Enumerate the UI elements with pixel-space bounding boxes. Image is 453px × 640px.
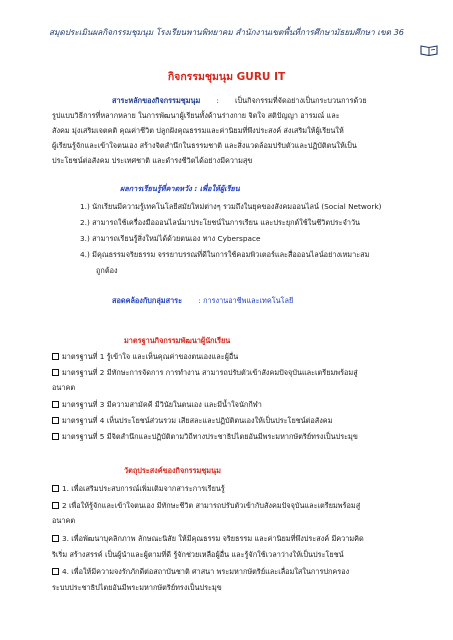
outcome-item-continuation: ถูกต้อง xyxy=(96,266,118,275)
subject-group-line xyxy=(112,294,293,308)
principle-text-2: รูปแบบวิธีการที่หลากหลาย ในการพัฒนาผู้เรียนทั้งด้านร่างกาย จิตใจ สติปัญญา อารมณ์ และ xyxy=(52,111,340,120)
page-header: สมุดประเมินผลกิจกรรมชุมนุม โรงเรียนพานพิทยาคม สำนักงานเขตพื้นที่การศึกษามัธยมศึกษา เขต 36 xyxy=(48,27,405,37)
objective-item: 3. เพื่อพัฒนาบุคลิกภาพ ลักษณะนิสัย ให้มีคุณธรรม จริยธรรม และค่านิยมที่พึงประสงค์ มีความคิด xyxy=(52,532,364,546)
checkbox-icon[interactable] xyxy=(52,353,59,360)
principle-text-1: เป็นกิจกรรมที่จัดอย่างเป็นกระบวนการด้วย xyxy=(235,96,367,105)
outcome-item: 1.) นักเรียนมีความรู้เทคโนโลยีสมัยใหม่ต่างๆ รวมถึงในยุคของสังคมออนไลน์ (Social Network) xyxy=(80,202,382,211)
standards-heading: มาตรฐานกิจกรรมพัฒนาผู้นักเรียน xyxy=(124,336,231,345)
objective-item: 2 เพื่อให้รู้จักและเข้าใจตนเอง มีทักษะชีวิต สามารถปรับตัวเข้ากับสังคมปัจจุบันและเตรียมพร้อมสู่ xyxy=(52,499,360,513)
standard-item: มาตรฐานที่ 3 มีความสามัคคี มีวินัยในตนเอง และมีน้ำใจนักกีฬา xyxy=(52,398,262,412)
checkbox-icon[interactable] xyxy=(52,535,59,542)
standard-item: มาตรฐานที่ 2 มีทักษะการจัดการ การทำงาน สามารถปรับตัวเข้าสังคมปัจจุบันและเตรียมพร้อมสู่ xyxy=(52,366,358,380)
checkbox-icon[interactable] xyxy=(52,369,59,376)
objectives-heading: วัตถุประสงค์ของกิจกรรมชุมนุม xyxy=(124,466,221,475)
subject-group-label: สอดคล้องกับกลุ่มสาระ xyxy=(112,296,183,305)
principle-colon: : xyxy=(216,96,219,105)
standard-item: มาตรฐานที่ 4 เห็นประโยชน์ส่วนรวม เสียสละและปฏิบัติตนเองให้เป็นประโยชน์ต่อสังคม xyxy=(52,414,333,428)
checkbox-icon[interactable] xyxy=(52,502,59,509)
outcome-item: 3.) สามารถเรียนรู้สิ่งใหม่ได้ด้วยตนเอง ทาง Cyberspace xyxy=(80,234,261,243)
standard-item: มาตรฐานที่ 5 มีจิตสำนึกและปฏิบัติตามวิถีทางประชาธิปไตยอันมีพระมหากษัตริย์ทรงเป็นประมุข xyxy=(52,430,358,444)
subject-group-value: : การงานอาชีพและเทคโนโลยี xyxy=(198,296,294,305)
outcomes-heading: ผลการเรียนรู้ที่คาดหวัง : เพื่อให้ผู้เรียน xyxy=(120,184,240,193)
objective-item: 4. เพื่อให้มีความจงรักภักดีต่อสถาบันชาติ ศาสนา พระมหากษัตริย์และเลื่อมใสในการปกครอง xyxy=(52,565,349,579)
checkbox-icon[interactable] xyxy=(52,485,59,492)
standard-item: มาตรฐานที่ 1 รู้เข้าใจ และเห็นคุณค่าของตนเองและผู้อื่น xyxy=(52,350,238,364)
principle-text-4: ผู้เรียนรู้จักและเข้าใจตนเอง สร้างจิตสำนึกในธรรมชาติ และสิ่งแวดล้อมปรับตัวและปฏิบัติตนให้เป็น xyxy=(52,141,357,150)
principle-label: สาระหลักของกิจกรรมชุมนุม xyxy=(112,96,201,105)
objective-item-continuation: ริเริ่ม สร้างสรรค์ เป็นผู้นำและผู้ตามที่ดี รู้จักช่วยเหลือผู้อื่น และรู้จักใช้เวลาว่างให้เป็นประโยชน์ xyxy=(52,550,344,559)
principle-text-5: ประโยชน์ต่อสังคม ประเทศชาติ และดำรงชีวิตได้อย่างมีความสุข xyxy=(52,156,253,165)
objective-item-continuation: ระบบประชาธิปไตยอันมีพระมหากษัตริย์ทรงเป็นประมุข xyxy=(52,583,222,592)
checkbox-icon[interactable] xyxy=(52,433,59,440)
page-title: กิจกรรมชุมนุม GURU IT xyxy=(167,71,286,83)
objective-item: 1. เพื่อเสริมประสบการณ์เพิ่มเติมจากสาระการเรียนรู้ xyxy=(52,482,225,496)
checkbox-icon[interactable] xyxy=(52,401,59,408)
checkbox-icon[interactable] xyxy=(52,568,59,575)
book-icon xyxy=(420,44,438,56)
objective-item-continuation: อนาคต xyxy=(52,516,76,525)
principle-line-1 xyxy=(112,94,367,108)
standard-item-continuation: อนาคต xyxy=(52,383,76,392)
principle-text-3: สังคม มุ่งเสริมเจตคติ คุณค่าชีวิต ปลูกฝังคุณธรรมและค่านิยมที่พึงประสงค์ ส่งเสริมให้ผู้เรียนให้ xyxy=(52,126,344,135)
outcome-item: 4.) มีคุณธรรมจริยธรรม จรรยาบรรณที่ดีในการใช้คอมพิวเตอร์และสื่อออนไลน์อย่างเหมาะสม xyxy=(80,250,370,259)
outcome-item: 2.) สามารถใช้เครื่องมือออนไลน์มาประโยชน์ในการเรียน และประยุกต์ใช้ในชีวิตประจำวัน xyxy=(80,218,361,227)
checkbox-icon[interactable] xyxy=(52,417,59,424)
